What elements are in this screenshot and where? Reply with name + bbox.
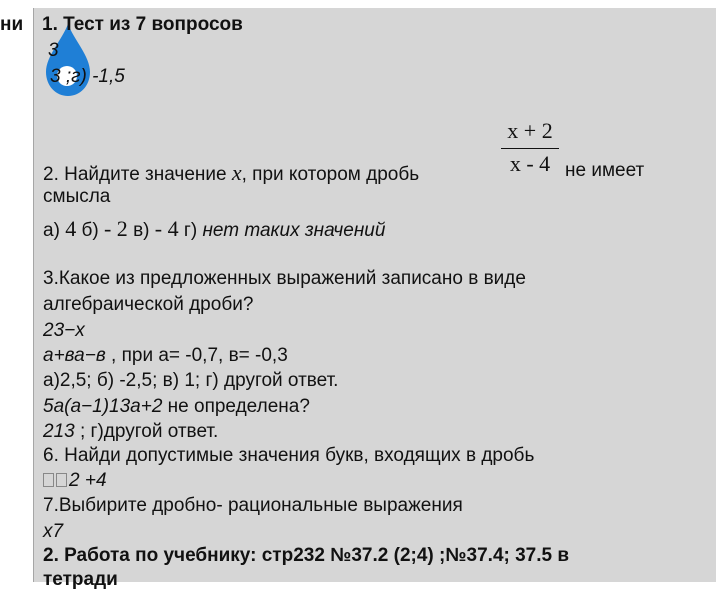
textbook-task: 2. Работа по учебнику: стр232 №37.2 (2;4) ;№37.4; 37.5 в (43, 545, 570, 566)
question-2-tail: не имеет (565, 160, 645, 181)
answer-fragment: 3 ;г) -1,5 (50, 66, 125, 87)
test-title: 1. Тест из 7 вопросов (42, 14, 243, 35)
question-2: 2. Найдите значение x, при котором дробь (43, 160, 420, 185)
missing-glyph-box (43, 473, 54, 487)
question-6: 6. Найди допустимые значения букв, входящих в дробь (43, 445, 535, 466)
question-2-options: а) 4 б) - 2 в) - 4 г) нет таких значений (43, 216, 386, 241)
missing-glyph-box (56, 473, 67, 487)
fraction-denominator: x - 4 (509, 151, 551, 176)
question-3-expression: 23−x (43, 320, 85, 341)
slide-content-panel (33, 8, 716, 590)
question-7: 7.Выбирите дробно- рациональные выражения (43, 495, 463, 516)
question-2-cont: смысла (43, 186, 111, 207)
question-6-expression: 2 +4 (43, 470, 107, 492)
text-fragment: 3 (48, 40, 59, 61)
left-gutter (0, 0, 33, 582)
fraction-expression (501, 118, 559, 177)
textbook-task-cont: тетради (43, 569, 118, 590)
question-5-options: 213 ; г)другой ответ. (43, 421, 219, 442)
fraction-numerator: x + 2 (501, 118, 559, 149)
question-3-line-1: 3.Какое из предложенных выражений записано в виде (43, 268, 526, 289)
cut-off-text: ни (0, 14, 24, 35)
question-7-expression: x7 (43, 521, 64, 542)
question-5: 5a(a−1)13a+2 не определена? (43, 396, 310, 417)
question-4: a+ва−в , при а= -0,7, в= -0,3 (43, 345, 288, 366)
question-3-line-2: алгебраической дроби? (43, 294, 254, 315)
question-4-options: а)2,5; б) -2,5; в) 1; г) другой ответ. (43, 370, 339, 391)
